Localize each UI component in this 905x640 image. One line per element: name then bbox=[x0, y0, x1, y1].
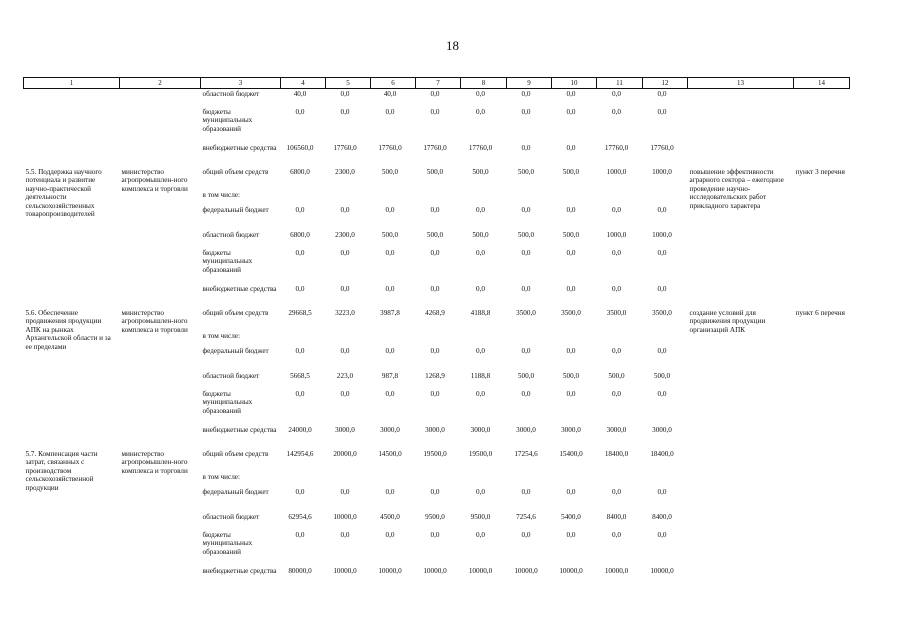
value-cell-11 bbox=[597, 190, 643, 204]
funding-source-cell: в том числе: bbox=[202, 473, 240, 481]
funding-source-cell: общий объем средств bbox=[202, 450, 269, 458]
value-cell-6: 14500,0 bbox=[378, 450, 402, 458]
value-cell-11: 17760,0 bbox=[604, 144, 629, 152]
value-cell-12 bbox=[643, 331, 688, 345]
value-cell-5: 0,0 bbox=[340, 249, 350, 257]
funding-source-cell: внебюджетные средства bbox=[202, 285, 277, 293]
measure-name-cell bbox=[24, 283, 120, 307]
funding-source-cell: областной бюджет bbox=[202, 231, 260, 239]
table-row bbox=[24, 565, 850, 589]
value-cell-8: 0,0 bbox=[476, 108, 485, 116]
value-cell-4: 0,0 bbox=[295, 206, 305, 214]
value-cell-5: 20000,0 bbox=[333, 450, 357, 458]
value-cell-4: 0,0 bbox=[295, 390, 305, 398]
header-cell-10: 10 bbox=[552, 78, 597, 89]
expected-result-cell bbox=[688, 448, 794, 529]
value-cell-6: 0,0 bbox=[385, 108, 395, 116]
table-header bbox=[24, 78, 850, 89]
value-cell-7: 0,0 bbox=[430, 531, 440, 539]
value-cell-9: 17254,6 bbox=[514, 450, 538, 458]
table-row bbox=[24, 283, 850, 307]
reference-cell bbox=[794, 142, 850, 166]
value-cell-9 bbox=[507, 472, 552, 486]
value-cell-12 bbox=[643, 190, 688, 204]
value-cell-4: 80000,0 bbox=[288, 567, 312, 575]
measure-name-cell bbox=[24, 388, 120, 424]
value-cell-5 bbox=[326, 190, 371, 204]
value-cell-10: 0,0 bbox=[566, 488, 576, 496]
measure-name-cell bbox=[24, 89, 120, 107]
value-cell-12: 3000,0 bbox=[652, 426, 672, 434]
value-cell-7: 4268,9 bbox=[425, 309, 445, 317]
value-cell-11 bbox=[597, 331, 643, 345]
value-cell-8: 19500,0 bbox=[468, 450, 493, 458]
value-cell-7: 0,0 bbox=[430, 108, 440, 116]
expected-result-cell bbox=[688, 283, 794, 307]
value-cell-4: 6800,0 bbox=[290, 168, 310, 176]
funding-source-cell: областной бюджет bbox=[202, 372, 260, 380]
value-cell-10: 500,0 bbox=[562, 231, 580, 239]
value-cell-6: 40,0 bbox=[383, 90, 397, 98]
value-cell-10: 500,0 bbox=[562, 372, 580, 380]
value-cell-7: 0,0 bbox=[430, 390, 440, 398]
value-cell-5: 10000,0 bbox=[333, 567, 357, 575]
table-row bbox=[24, 166, 850, 190]
value-cell-6: 10000,0 bbox=[378, 567, 402, 575]
executor-cell bbox=[120, 247, 201, 283]
funding-source-cell: бюджеты муниципальных образований bbox=[202, 531, 253, 556]
value-cell-6: 3000,0 bbox=[380, 426, 400, 434]
value-cell-4: 5668,5 bbox=[290, 372, 310, 380]
funding-source-cell: бюджеты муниципальных образований bbox=[202, 108, 253, 133]
value-cell-5: 223,0 bbox=[336, 372, 354, 380]
value-cell-6: 0,0 bbox=[385, 285, 395, 293]
value-cell-8: 0,0 bbox=[476, 347, 485, 355]
value-cell-7: 500,0 bbox=[426, 231, 444, 239]
funding-source-cell: в том числе: bbox=[202, 332, 240, 340]
value-cell-7 bbox=[416, 190, 461, 204]
expected-result-cell bbox=[688, 106, 794, 142]
value-cell-4: 142954,6 bbox=[286, 450, 314, 458]
table-body bbox=[24, 89, 850, 590]
value-cell-12: 500,0 bbox=[653, 372, 671, 380]
value-cell-12: 0,0 bbox=[657, 206, 667, 214]
value-cell-12: 0,0 bbox=[657, 488, 667, 496]
value-cell-6: 17760,0 bbox=[378, 144, 402, 152]
value-cell-5: 17760,0 bbox=[333, 144, 357, 152]
value-cell-7: 0,0 bbox=[430, 206, 440, 214]
executor-cell bbox=[120, 142, 201, 166]
value-cell-12: 0,0 bbox=[657, 285, 667, 293]
funding-source-cell: внебюджетные средства bbox=[202, 426, 277, 434]
value-cell-8: 0,0 bbox=[476, 249, 485, 257]
value-cell-6: 500,0 bbox=[381, 231, 399, 239]
value-cell-7: 1268,9 bbox=[425, 372, 445, 380]
table-row bbox=[24, 307, 850, 331]
header-cell-14: 14 bbox=[794, 78, 850, 89]
measure-name-cell bbox=[24, 529, 120, 565]
measure-name-cell: 5.6. Обеспечение продвижения продукции АПК на рынках Архангельской области и за ее пределами bbox=[25, 309, 111, 351]
header-cell-4: 4 bbox=[281, 78, 326, 89]
header-cell-5: 5 bbox=[326, 78, 371, 89]
measure-name-cell bbox=[24, 142, 120, 166]
value-cell-5: 0,0 bbox=[340, 488, 350, 496]
executor-cell bbox=[120, 565, 201, 589]
table-row bbox=[24, 142, 850, 166]
executor-cell: министерство агропромышлен-ного комплекса и торговли bbox=[121, 309, 188, 334]
value-cell-10: 0,0 bbox=[566, 285, 576, 293]
value-cell-11: 0,0 bbox=[612, 531, 621, 539]
value-cell-5: 0,0 bbox=[340, 285, 350, 293]
table-row bbox=[24, 388, 850, 424]
value-cell-6: 0,0 bbox=[385, 488, 395, 496]
value-cell-10: 0,0 bbox=[566, 144, 576, 152]
value-cell-5: 0,0 bbox=[340, 90, 350, 98]
value-cell-4: 106560,0 bbox=[286, 144, 314, 152]
value-cell-6: 0,0 bbox=[385, 390, 395, 398]
value-cell-10 bbox=[552, 331, 597, 345]
value-cell-4: 0,0 bbox=[295, 285, 305, 293]
value-cell-12: 1000,0 bbox=[652, 231, 672, 239]
value-cell-8 bbox=[461, 190, 507, 204]
value-cell-4: 0,0 bbox=[295, 531, 305, 539]
value-cell-6: 0,0 bbox=[385, 347, 395, 355]
funding-source-cell: в том числе: bbox=[202, 191, 240, 199]
value-cell-10: 0,0 bbox=[566, 390, 576, 398]
value-cell-11: 0,0 bbox=[612, 285, 621, 293]
expected-result-cell bbox=[688, 565, 794, 589]
value-cell-5: 0,0 bbox=[340, 108, 350, 116]
header-cell-8: 8 bbox=[461, 78, 507, 89]
value-cell-10: 0,0 bbox=[566, 108, 576, 116]
table-row bbox=[24, 529, 850, 565]
value-cell-4 bbox=[281, 190, 326, 204]
executor-cell bbox=[120, 283, 201, 307]
table-row bbox=[24, 247, 850, 283]
value-cell-7 bbox=[416, 331, 461, 345]
value-cell-12: 0,0 bbox=[657, 531, 667, 539]
value-cell-12: 0,0 bbox=[657, 390, 667, 398]
header-cell-12: 12 bbox=[643, 78, 688, 89]
table-row bbox=[24, 424, 850, 448]
measure-name-cell: 5.5. Поддержка научного потенциала и развитие научно-практической деятельности сельскохозяйственных товаропроизводителей bbox=[25, 168, 102, 219]
value-cell-11: 0,0 bbox=[612, 347, 621, 355]
value-cell-4: 0,0 bbox=[295, 347, 305, 355]
funding-source-cell: областной бюджет bbox=[202, 513, 260, 521]
value-cell-5 bbox=[326, 472, 371, 486]
value-cell-10: 0,0 bbox=[566, 90, 576, 98]
value-cell-8: 0,0 bbox=[476, 531, 485, 539]
value-cell-6: 0,0 bbox=[385, 249, 395, 257]
value-cell-4: 62954,6 bbox=[288, 513, 312, 521]
executor-cell: министерство агропромышлен-ного комплекса и торговли bbox=[121, 168, 188, 193]
value-cell-9: 500,0 bbox=[517, 372, 535, 380]
value-cell-8: 500,0 bbox=[472, 168, 489, 176]
executor-cell bbox=[120, 529, 201, 565]
executor-cell bbox=[120, 106, 201, 142]
value-cell-6: 0,0 bbox=[385, 531, 395, 539]
value-cell-6: 3987,8 bbox=[380, 309, 400, 317]
value-cell-9: 3500,0 bbox=[516, 309, 536, 317]
funding-source-cell: федеральный бюджет bbox=[202, 488, 269, 496]
value-cell-9: 0,0 bbox=[521, 531, 531, 539]
value-cell-8: 0,0 bbox=[476, 390, 485, 398]
value-cell-12: 1000,0 bbox=[652, 168, 672, 176]
funding-source-cell: общий объем средств bbox=[202, 168, 269, 176]
value-cell-7: 0,0 bbox=[430, 488, 440, 496]
value-cell-10: 0,0 bbox=[566, 347, 576, 355]
header-cell-11: 11 bbox=[597, 78, 643, 89]
reference-cell bbox=[794, 565, 850, 589]
header-cell-6: 6 bbox=[371, 78, 416, 89]
header-cell-7: 7 bbox=[416, 78, 461, 89]
funding-source-cell: внебюджетные средства bbox=[202, 567, 277, 575]
reference-cell bbox=[794, 388, 850, 424]
expected-result-cell bbox=[688, 89, 794, 107]
value-cell-11: 1000,0 bbox=[606, 168, 627, 176]
value-cell-5: 10000,0 bbox=[333, 513, 357, 521]
measure-name-cell: 5.7. Компенсация части затрат, связанных с производством сельскохозяйственной продукции bbox=[25, 450, 98, 492]
expected-result-cell bbox=[688, 388, 794, 424]
value-cell-10 bbox=[552, 472, 597, 486]
reference-cell bbox=[794, 106, 850, 142]
value-cell-11 bbox=[597, 472, 643, 486]
table-row bbox=[24, 89, 850, 107]
executor-cell bbox=[120, 89, 201, 107]
value-cell-10: 5400,0 bbox=[561, 513, 581, 521]
value-cell-12: 0,0 bbox=[657, 90, 667, 98]
value-cell-4 bbox=[281, 331, 326, 345]
funding-source-cell: общий объем средств bbox=[202, 309, 269, 317]
value-cell-9: 0,0 bbox=[521, 90, 531, 98]
reference-cell bbox=[794, 424, 850, 448]
value-cell-11: 0,0 bbox=[612, 488, 621, 496]
value-cell-9 bbox=[507, 190, 552, 204]
value-cell-6 bbox=[371, 331, 416, 345]
value-cell-8: 9500,0 bbox=[470, 513, 491, 521]
value-cell-12: 10000,0 bbox=[650, 567, 674, 575]
value-cell-11: 0,0 bbox=[612, 390, 621, 398]
funding-source-cell: бюджеты муниципальных образований bbox=[202, 390, 253, 415]
value-cell-11: 10000,0 bbox=[604, 567, 629, 575]
value-cell-7: 19500,0 bbox=[423, 450, 447, 458]
value-cell-9: 500,0 bbox=[517, 168, 535, 176]
header-cell-9: 9 bbox=[507, 78, 552, 89]
value-cell-11: 18400,0 bbox=[604, 450, 629, 458]
value-cell-9: 0,0 bbox=[521, 249, 531, 257]
value-cell-8: 3000,0 bbox=[470, 426, 491, 434]
value-cell-10: 0,0 bbox=[566, 249, 576, 257]
value-cell-4: 40,0 bbox=[293, 90, 307, 98]
value-cell-10: 0,0 bbox=[566, 206, 576, 214]
reference-cell bbox=[794, 89, 850, 107]
value-cell-8: 0,0 bbox=[476, 285, 485, 293]
reference-cell: пункт 6 перечня bbox=[795, 309, 845, 317]
reference-cell bbox=[794, 529, 850, 565]
value-cell-7: 10000,0 bbox=[423, 567, 447, 575]
header-row bbox=[24, 78, 850, 89]
value-cell-6 bbox=[371, 190, 416, 204]
value-cell-12 bbox=[643, 472, 688, 486]
value-cell-12: 17760,0 bbox=[650, 144, 674, 152]
measure-name-cell bbox=[24, 424, 120, 448]
value-cell-6: 4500,0 bbox=[380, 513, 400, 521]
value-cell-10: 3000,0 bbox=[561, 426, 581, 434]
value-cell-6: 500,0 bbox=[381, 168, 399, 176]
value-cell-7: 500,0 bbox=[426, 168, 444, 176]
executor-cell bbox=[120, 388, 201, 424]
funding-source-cell: федеральный бюджет bbox=[202, 347, 269, 355]
value-cell-12: 18400,0 bbox=[650, 450, 674, 458]
value-cell-7: 0,0 bbox=[430, 285, 440, 293]
value-cell-10: 15400,0 bbox=[559, 450, 583, 458]
value-cell-5: 2300,0 bbox=[335, 168, 355, 176]
page-number: 18 bbox=[446, 38, 459, 53]
value-cell-10: 3500,0 bbox=[561, 309, 581, 317]
expected-result-cell bbox=[688, 247, 794, 283]
value-cell-4: 0,0 bbox=[295, 488, 305, 496]
header-cell-1: 1 bbox=[24, 78, 120, 89]
value-cell-10: 10000,0 bbox=[559, 567, 583, 575]
value-cell-9 bbox=[507, 331, 552, 345]
value-cell-4: 0,0 bbox=[295, 249, 305, 257]
value-cell-5: 3000,0 bbox=[335, 426, 355, 434]
value-cell-7: 17760,0 bbox=[423, 144, 447, 152]
value-cell-11: 0,0 bbox=[612, 108, 621, 116]
value-cell-8: 500,0 bbox=[472, 231, 489, 239]
value-cell-11: 3500,0 bbox=[606, 309, 627, 317]
program-table bbox=[23, 77, 850, 589]
value-cell-11: 0,0 bbox=[612, 206, 621, 214]
value-cell-7: 3000,0 bbox=[425, 426, 445, 434]
reference-cell bbox=[794, 283, 850, 307]
value-cell-9: 0,0 bbox=[521, 144, 531, 152]
reference-cell: пункт 3 перечня bbox=[795, 168, 845, 176]
funding-source-cell: областной бюджет bbox=[202, 90, 260, 98]
value-cell-7: 0,0 bbox=[430, 90, 440, 98]
value-cell-5: 0,0 bbox=[340, 206, 350, 214]
value-cell-10 bbox=[552, 190, 597, 204]
value-cell-11: 500,0 bbox=[608, 372, 625, 380]
expected-result-cell: создание условий для продвижения продукции организаций АПК bbox=[689, 309, 766, 334]
expected-result-cell bbox=[688, 529, 794, 565]
value-cell-9: 500,0 bbox=[517, 231, 535, 239]
value-cell-8: 17760,0 bbox=[468, 144, 493, 152]
value-cell-7: 0,0 bbox=[430, 347, 440, 355]
value-cell-9: 0,0 bbox=[521, 390, 531, 398]
measure-name-cell bbox=[24, 565, 120, 589]
value-cell-4: 6800,0 bbox=[290, 231, 310, 239]
value-cell-4: 24000,0 bbox=[288, 426, 312, 434]
value-cell-7 bbox=[416, 472, 461, 486]
reference-cell bbox=[794, 247, 850, 283]
value-cell-8 bbox=[461, 472, 507, 486]
value-cell-12: 0,0 bbox=[657, 347, 667, 355]
value-cell-9: 10000,0 bbox=[514, 567, 538, 575]
value-cell-4: 29668,5 bbox=[288, 309, 312, 317]
value-cell-5: 0,0 bbox=[340, 531, 350, 539]
value-cell-9: 0,0 bbox=[521, 206, 531, 214]
value-cell-5: 0,0 bbox=[340, 347, 350, 355]
table-row bbox=[24, 448, 850, 472]
value-cell-6 bbox=[371, 472, 416, 486]
value-cell-7: 9500,0 bbox=[425, 513, 445, 521]
value-cell-4: 0,0 bbox=[295, 108, 305, 116]
value-cell-12: 0,0 bbox=[657, 249, 667, 257]
measure-name-cell bbox=[24, 106, 120, 142]
value-cell-4 bbox=[281, 472, 326, 486]
value-cell-6: 0,0 bbox=[385, 206, 395, 214]
value-cell-7: 0,0 bbox=[430, 249, 440, 257]
expected-result-cell: повышение эффективности аграрного сектора – ежегодное проведение научно-исследовательских работ прикладного характера bbox=[689, 168, 784, 210]
funding-source-cell: бюджеты муниципальных образований bbox=[202, 249, 253, 274]
executor-cell bbox=[120, 424, 201, 448]
value-cell-10: 500,0 bbox=[562, 168, 580, 176]
value-cell-9: 7254,6 bbox=[516, 513, 536, 521]
table-row bbox=[24, 106, 850, 142]
value-cell-9: 0,0 bbox=[521, 488, 531, 496]
value-cell-8: 0,0 bbox=[476, 488, 485, 496]
value-cell-10: 0,0 bbox=[566, 531, 576, 539]
value-cell-8: 0,0 bbox=[476, 206, 485, 214]
value-cell-8: 0,0 bbox=[476, 90, 485, 98]
value-cell-5: 3223,0 bbox=[335, 309, 355, 317]
expected-result-cell bbox=[688, 142, 794, 166]
header-cell-3: 3 bbox=[201, 78, 281, 89]
value-cell-9: 0,0 bbox=[521, 108, 531, 116]
value-cell-9: 0,0 bbox=[521, 347, 531, 355]
value-cell-5 bbox=[326, 331, 371, 345]
header-cell-13: 13 bbox=[688, 78, 794, 89]
funding-source-cell: внебюджетные средства bbox=[202, 144, 277, 152]
value-cell-11: 0,0 bbox=[612, 249, 621, 257]
value-cell-11: 3000,0 bbox=[606, 426, 627, 434]
value-cell-6: 987,8 bbox=[381, 372, 399, 380]
value-cell-8: 1188,8 bbox=[470, 372, 491, 380]
value-cell-8: 10000,0 bbox=[468, 567, 493, 575]
funding-source-cell: федеральный бюджет bbox=[202, 206, 269, 214]
value-cell-9: 3000,0 bbox=[516, 426, 536, 434]
value-cell-9: 0,0 bbox=[521, 285, 531, 293]
value-cell-12: 8400,0 bbox=[652, 513, 672, 521]
value-cell-5: 0,0 bbox=[340, 390, 350, 398]
value-cell-11: 8400,0 bbox=[606, 513, 627, 521]
value-cell-8 bbox=[461, 331, 507, 345]
value-cell-5: 2300,0 bbox=[335, 231, 355, 239]
value-cell-8: 4188,8 bbox=[470, 309, 491, 317]
value-cell-12: 3500,0 bbox=[652, 309, 672, 317]
measure-name-cell bbox=[24, 247, 120, 283]
value-cell-11: 1000,0 bbox=[606, 231, 627, 239]
executor-cell: министерство агропромышлен-ного комплекса и торговли bbox=[121, 450, 188, 475]
reference-cell bbox=[794, 448, 850, 529]
value-cell-12: 0,0 bbox=[657, 108, 667, 116]
expected-result-cell bbox=[688, 424, 794, 448]
header-cell-2: 2 bbox=[120, 78, 201, 89]
value-cell-11: 0,0 bbox=[612, 90, 621, 98]
